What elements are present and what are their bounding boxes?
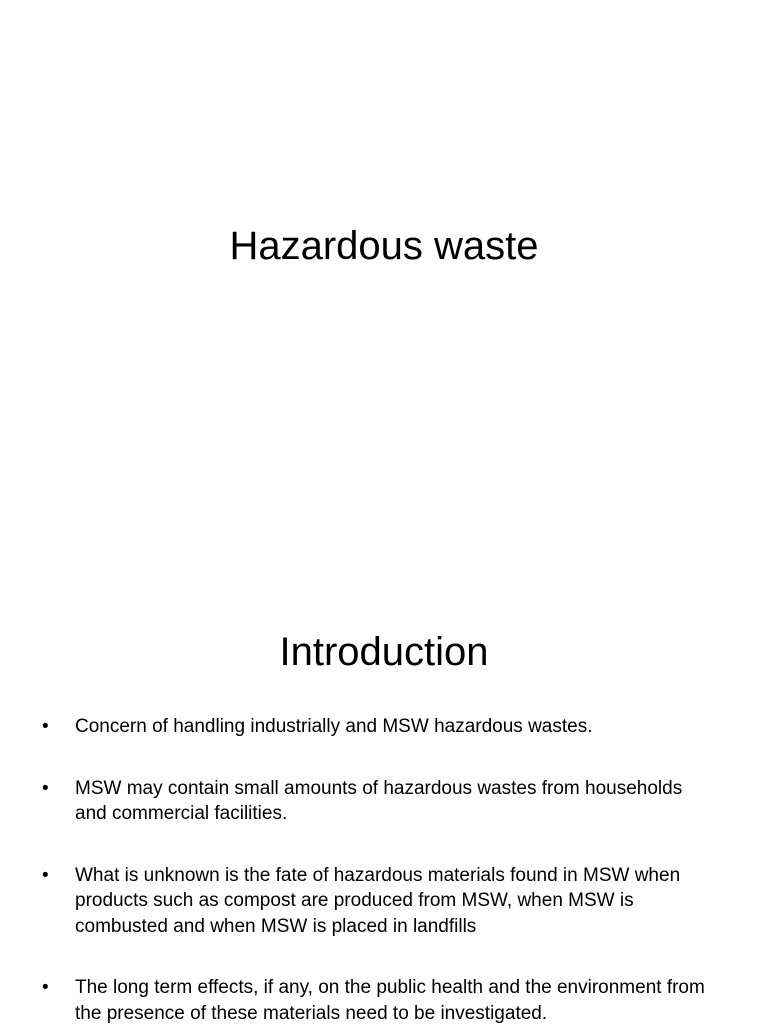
introduction-heading: Introduction [279, 630, 489, 674]
bullet-text: Concern of handling industrially and MSW hazardous wastes. [75, 716, 593, 737]
bullet-text: The long term effects, if any, on the public health and the environment from the presence of these materials need to be investigated. [75, 977, 705, 1024]
list-item [42, 863, 712, 940]
bullet-icon: • [42, 777, 49, 799]
list-item [42, 776, 712, 827]
slide-title-heading: Hazardous waste [229, 224, 539, 268]
list-item [42, 714, 712, 740]
bullet-text: MSW may contain small amounts of hazardous wastes from households and commercial facilities. [75, 777, 683, 824]
bullet-icon: • [42, 716, 49, 737]
slide-introduction [0, 576, 768, 1024]
bullet-list [42, 714, 712, 1024]
list-item [42, 975, 712, 1024]
bullet-text: What is unknown is the fate of hazardous materials found in MSW when products such as compost are produced from MSW, when MSW is combusted and when MSW is placed in landfills [75, 864, 681, 937]
bullet-icon: • [42, 977, 49, 998]
bullet-icon: • [42, 864, 49, 886]
